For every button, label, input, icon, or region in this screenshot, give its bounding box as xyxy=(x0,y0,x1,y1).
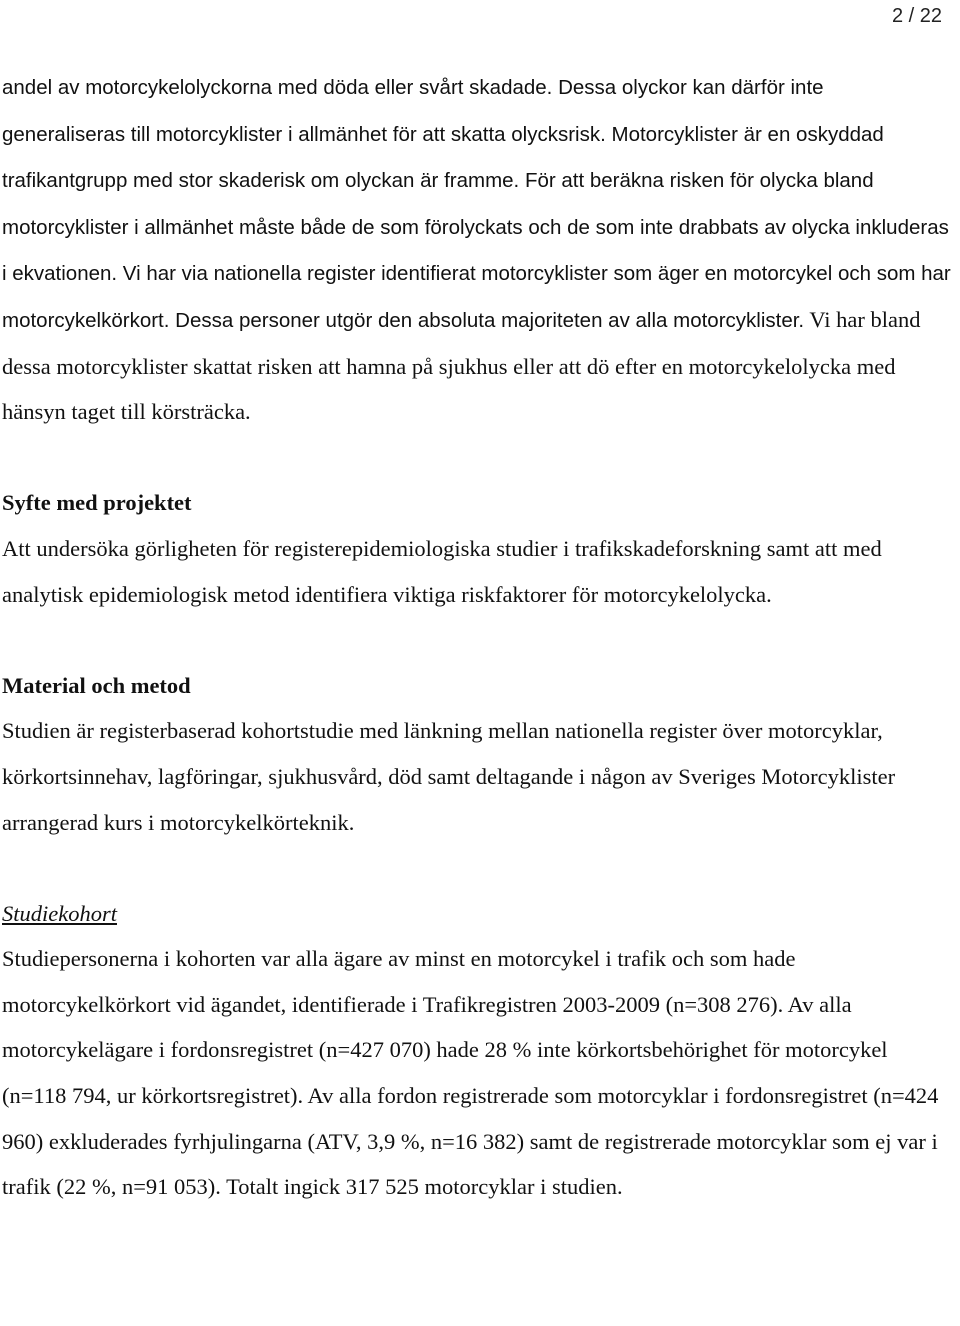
section-spacer xyxy=(2,435,952,481)
studiekohort-paragraph: Studiepersonerna i kohorten var alla ägare av minst en motorcykel i trafik och som hade motorcykelkörkort vid ägandet, identifierade i Trafikregistren 2003-2009 (n=308 276). Av alla motorcykelägare i fordonsregistret (n=427 070) hade 28 % inte körkortsbehörighet för motorcykel (n=118 794, ur körkortsregistret). Av alla fordon registrerade som motorcyklar i fordonsregistret (n=424 960) exkluderades fyrhjulingarna (ATV, 3,9 %, n=16 382) samt de registrerade motorcyklar som ej var i trafik (22 %, n=91 053). Totalt ingick 317 525 motorcyklar i studien. xyxy=(2,946,939,1200)
studiekohort-heading: Studiekohort xyxy=(2,900,117,926)
document-body xyxy=(2,64,952,1210)
section-spacer xyxy=(2,845,952,891)
intro-serif-text: Vi har bland dessa motorcyklister skattat risken att hamna på sjukhus eller att dö efter en motorcykelolycka med hänsyn taget till körsträcka. xyxy=(2,306,921,425)
intro-paragraph xyxy=(2,64,952,435)
syfte-heading: Syfte med projektet xyxy=(2,490,192,516)
section-spacer xyxy=(2,617,952,663)
material-heading: Material och metod xyxy=(2,672,191,698)
material-paragraph: Studien är registerbaserad kohortstudie med länkning mellan nationella register över motorcyklar, körkortsinnehav, lagföringar, sjukhusvård, död samt deltagande i någon av Sveriges Motorcyklister arrangerad kurs i motorcykelkörteknik. xyxy=(2,718,896,835)
intro-sans-text: andel av motorcykelolyckorna med döda eller svårt skadade. Dessa olyckor kan därför inte generaliseras till motorcyklister i allmänhet för att skatta olycksrisk. Motorcyklister är en oskyddad trafikantgrupp med stor skaderisk om olyckan är framme. För att beräkna risken för olycka bland motorcyklister i allmänhet måste både de som förolyckats och de som inte drabbats av olycka inkluderas i ekvationen. Vi har via nationella register identifierat motorcyklister som äger en motorcykel och som har motorcykelkörkort. Dessa personer utgör den absoluta majoriteten av alla motorcyklister. xyxy=(2,76,951,332)
syfte-paragraph: Att undersöka görligheten för registerepidemiologiska studier i trafikskadeforskning samt att med analytisk epidemiologisk metod identifiera viktiga riskfaktorer för motorcykelolycka. xyxy=(2,535,882,607)
page-number: 2 / 22 xyxy=(891,5,942,27)
